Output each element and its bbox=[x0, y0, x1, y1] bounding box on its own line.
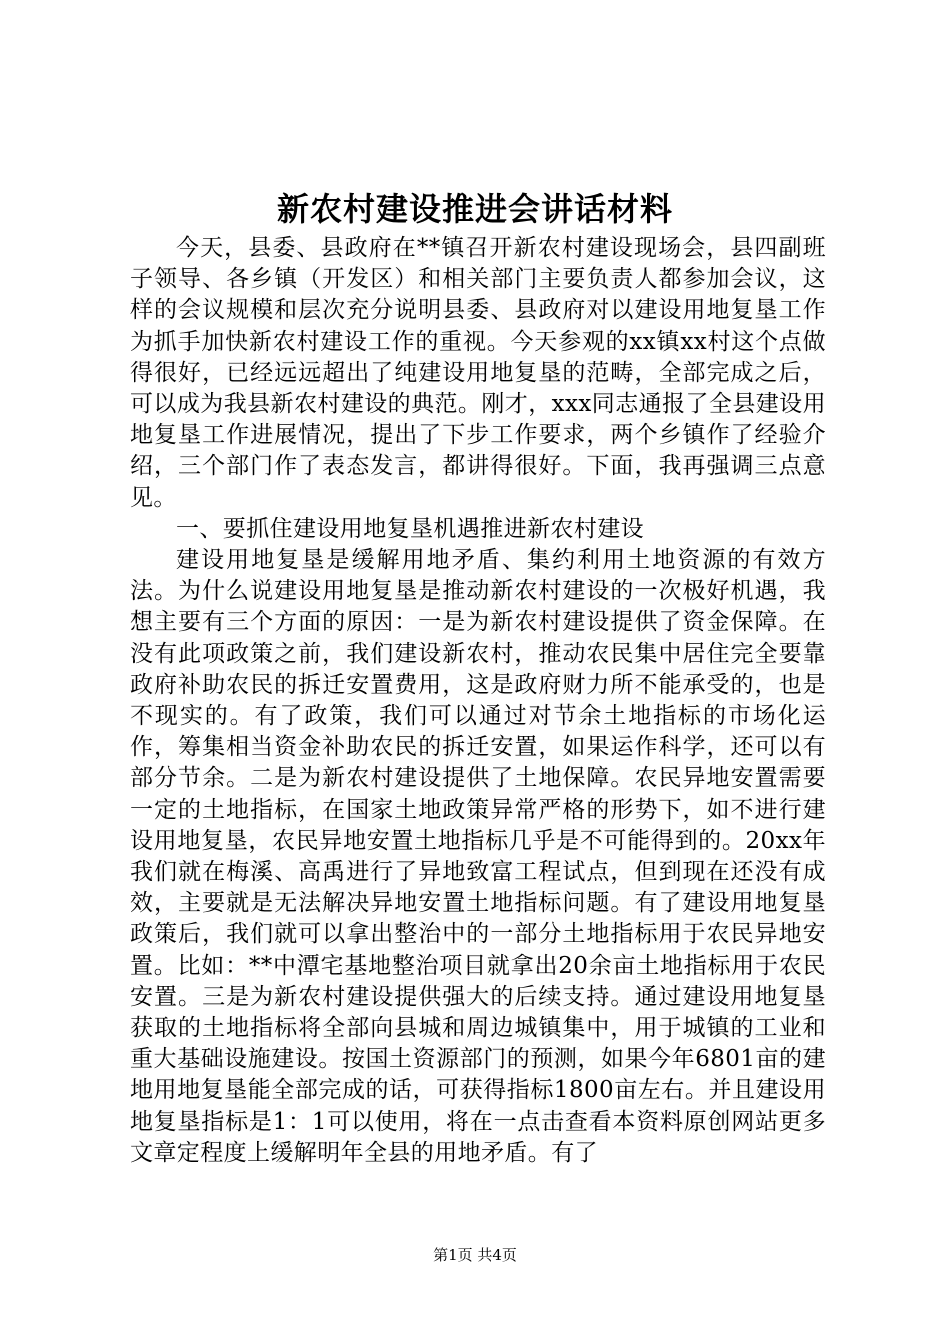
paragraph-section-1: 建设用地复垦是缓解用地矛盾、集约利用土地资源的有效方法。为什么说建设用地复垦是推动新农村建设的一次极好机遇，我想主要有三个方面的原因：一是为新农村建设提供了资金保障。在没有此项政策之前，我们建设新农村，推动农民集中居住完全要靠政府补助农民的拆迁安置费用，这是政府财力所不能承受的，也是不现实的。有了政策，我们可以通过对节余土地指标的市场化运作，筹集相当资金补助农民的拆迁安置，如果运作科学，还可以有部分节余。二是为新农村建设提供了土地保障。农民异地安置需要一定的土地指标，在国家土地政策异常严格的形势下，如不进行建设用地复垦，农民异地安置土地指标几乎是不可能得到的。20xx年我们就在梅溪、高禹进行了异地致富工程试点，但到现在还没有成效，主要就是无法解决异地安置土地指标问题。有了建设用地复垦政策后，我们就可以拿出整治中的一部分土地指标用于农民异地安置。比如：**中潭宅基地整治项目就拿出20余亩土地指标用于农民安置。三是为新农村建设提供强大的后续支持。通过建设用地复垦获取的土地指标将全部向县城和周边城镇集中，用于城镇的工业和重大基础设施建设。按国土资源部门的预测，如果今年6801亩的建地用地复垦能全部完成的话，可获得指标1800亩左右。并且建设用地复垦指标是1：1可以使用，将在一点击查看本资料原创网站更多文章定程度上缓解明年全县的用地矛盾。有了 bbox=[130, 547, 826, 1166]
section-heading-1: 一、要抓住建设用地复垦机遇推进新农村建设 bbox=[176, 515, 644, 542]
document-body bbox=[130, 233, 826, 1169]
page-title: 新农村建设推进会讲话材料 bbox=[276, 190, 673, 228]
paragraph-intro: 今天，县委、县政府在**镇召开新农村建设现场会，县四副班子领导、各乡镇（开发区）和相关部门主要负责人都参加会议，这样的会议规模和层次充分说明县委、县政府对以建设用地复垦工作为抓手加快新农村建设工作的重视。今天参观的xx镇xx村这个点做得很好，已经远远超出了纯建设用地复垦的范畴，全部完成之后，可以成为我县新农村建设的典范。刚才，xxx同志通报了全县建设用地复垦工作进展情况，提出了下步工作要求，两个乡镇作了经验介绍，三个部门作了表态发言，都讲得很好。下面，我再强调三点意见。 bbox=[130, 235, 826, 511]
page-footer: 第1页 共4页 bbox=[433, 1246, 517, 1264]
